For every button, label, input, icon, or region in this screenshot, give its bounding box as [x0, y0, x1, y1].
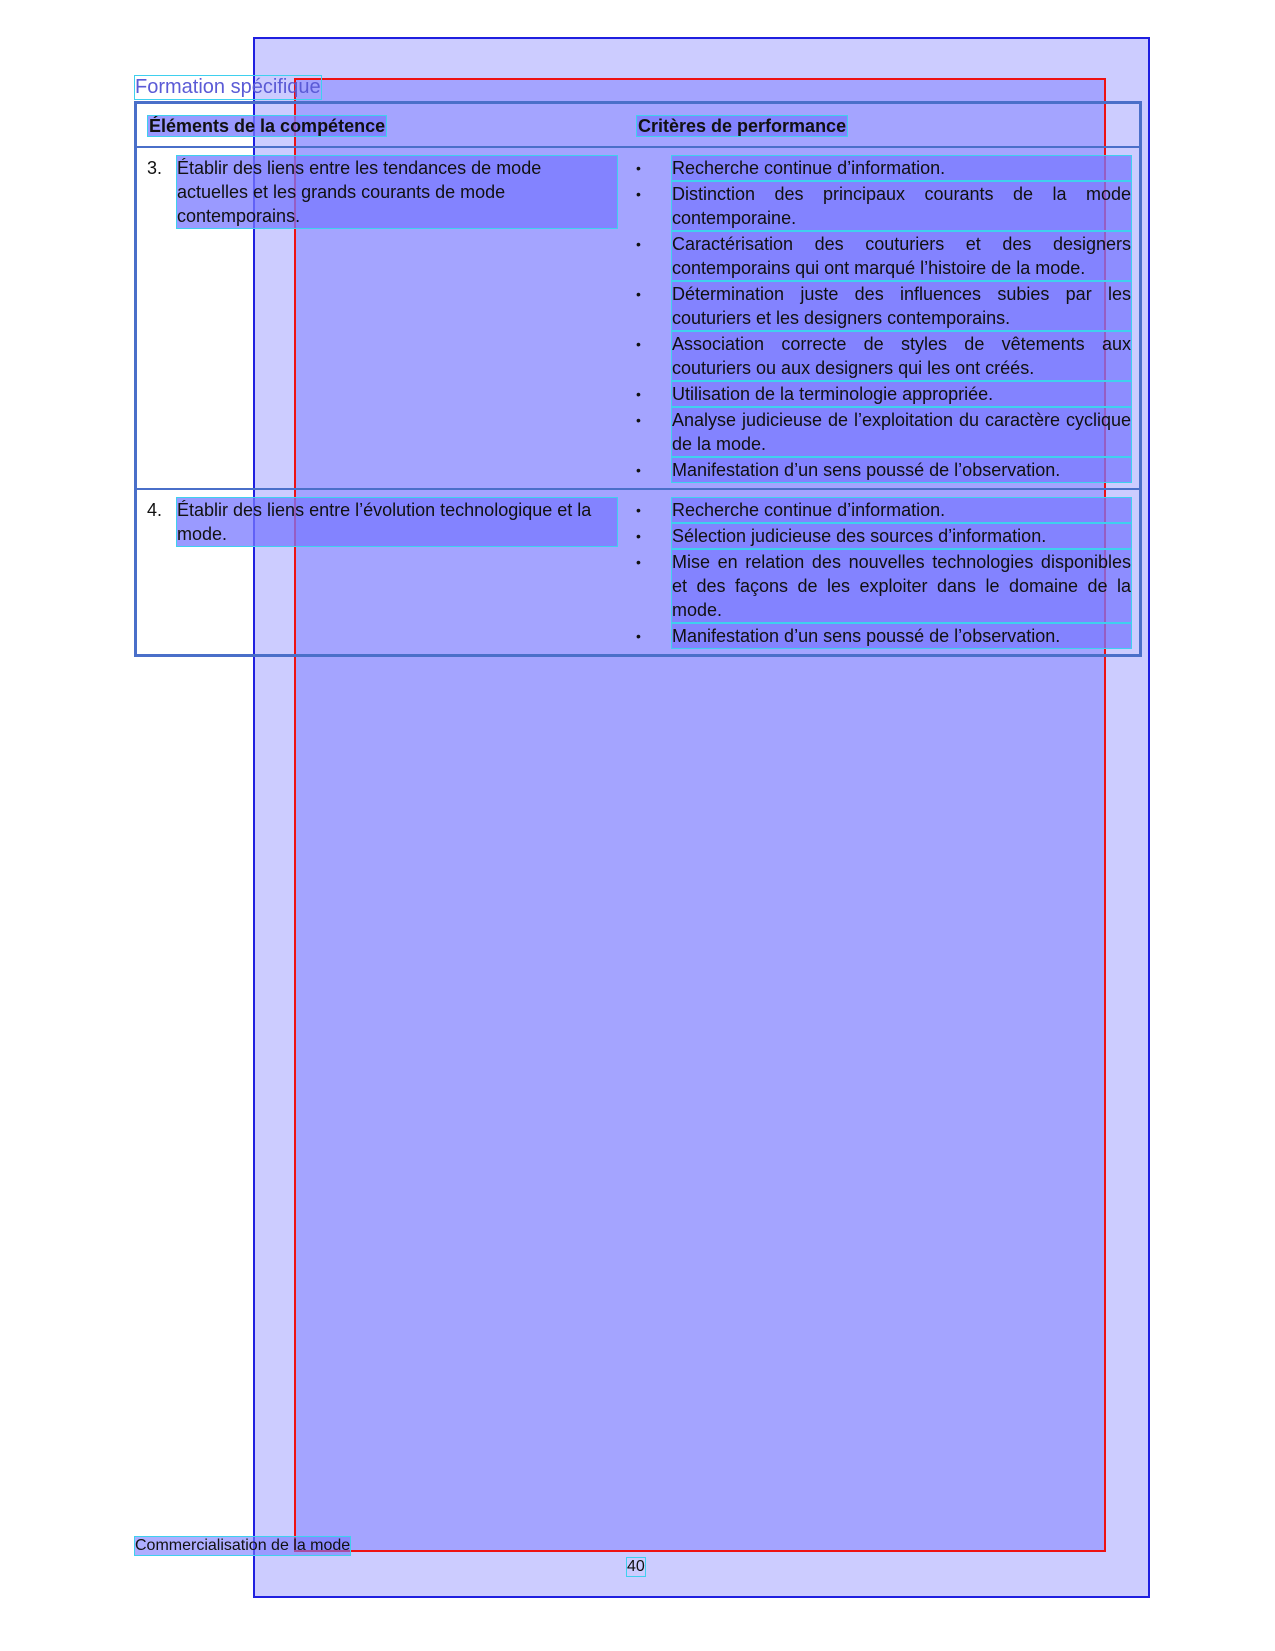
- criteria-text: Détermination juste des influences subies par les couturiers et les designers contemporains.: [672, 284, 1131, 328]
- criteria-item: [636, 524, 1131, 548]
- criteria-item: [636, 382, 1131, 406]
- criteria-item: [636, 182, 1131, 230]
- element-cell: [136, 489, 627, 656]
- criteria-cell: [626, 489, 1141, 656]
- bullet-icon: •: [636, 336, 641, 352]
- criteria-text: Utilisation de la terminologie appropriée.: [672, 382, 1131, 406]
- footer-program: Commercialisation de la mode: [135, 1537, 351, 1554]
- bullet-icon: •: [636, 462, 641, 478]
- bullet-icon: •: [636, 186, 641, 202]
- bullet-icon: •: [636, 286, 641, 302]
- criteria-item: [636, 498, 1131, 522]
- header-elements: Éléments de la compétence: [136, 103, 627, 148]
- section-title: Formation spécifique: [135, 76, 321, 98]
- header-criteria: Critères de performance: [626, 103, 1141, 148]
- bullet-icon: •: [636, 160, 641, 176]
- criteria-text: Mise en relation des nouvelles technologies disponibles et des façons de les exploiter dans le domaine de la mode.: [672, 552, 1131, 620]
- criteria-item: [636, 624, 1131, 648]
- bullet-icon: •: [636, 528, 641, 544]
- criteria-cell: [626, 147, 1141, 489]
- criteria-text: Manifestation d’un sens poussé de l’observation.: [672, 458, 1131, 482]
- criteria-text: Caractérisation des couturiers et des designers contemporains qui ont marqué l’histoire de la mode.: [672, 234, 1131, 278]
- criteria-item: [636, 282, 1131, 330]
- criteria-text: Recherche continue d’information.: [672, 156, 1131, 180]
- criteria-item: [636, 232, 1131, 280]
- table-header-row: [136, 103, 1141, 148]
- element-text: Établir des liens entre l’évolution technologique et la mode.: [177, 498, 617, 546]
- competence-table: [134, 101, 1142, 657]
- element-number: 3.: [147, 158, 163, 178]
- criteria-item: [636, 332, 1131, 380]
- criteria-text: Recherche continue d’information.: [672, 498, 1131, 522]
- bullet-icon: •: [636, 628, 641, 644]
- table-body: [136, 147, 1141, 656]
- page-number: 40: [627, 1558, 645, 1575]
- table-row: [136, 147, 1141, 489]
- bullet-icon: •: [636, 502, 641, 518]
- criteria-text: Association correcte de styles de vêtements aux couturiers ou aux designers qui les ont créés.: [672, 334, 1131, 378]
- criteria-item: [636, 408, 1131, 456]
- table-row: [136, 489, 1141, 656]
- element-cell: [136, 147, 627, 489]
- criteria-item: [636, 550, 1131, 622]
- criteria-list: [636, 498, 1131, 648]
- criteria-item: [636, 156, 1131, 180]
- element-number: 4.: [147, 500, 163, 520]
- criteria-item: [636, 458, 1131, 482]
- criteria-text: Manifestation d’un sens poussé de l’observation.: [672, 624, 1131, 648]
- bullet-icon: •: [636, 412, 641, 428]
- criteria-text: Analyse judicieuse de l’exploitation du caractère cyclique de la mode.: [672, 410, 1131, 454]
- criteria-text: Distinction des principaux courants de la mode contemporaine.: [672, 184, 1131, 228]
- bullet-icon: •: [636, 554, 641, 570]
- bullet-icon: •: [636, 236, 641, 252]
- bullet-icon: •: [636, 386, 641, 402]
- element-text: Établir des liens entre les tendances de mode actuelles et les grands courants de mode contemporains.: [177, 156, 617, 228]
- criteria-text: Sélection judicieuse des sources d’information.: [672, 524, 1131, 548]
- criteria-list: [636, 156, 1131, 482]
